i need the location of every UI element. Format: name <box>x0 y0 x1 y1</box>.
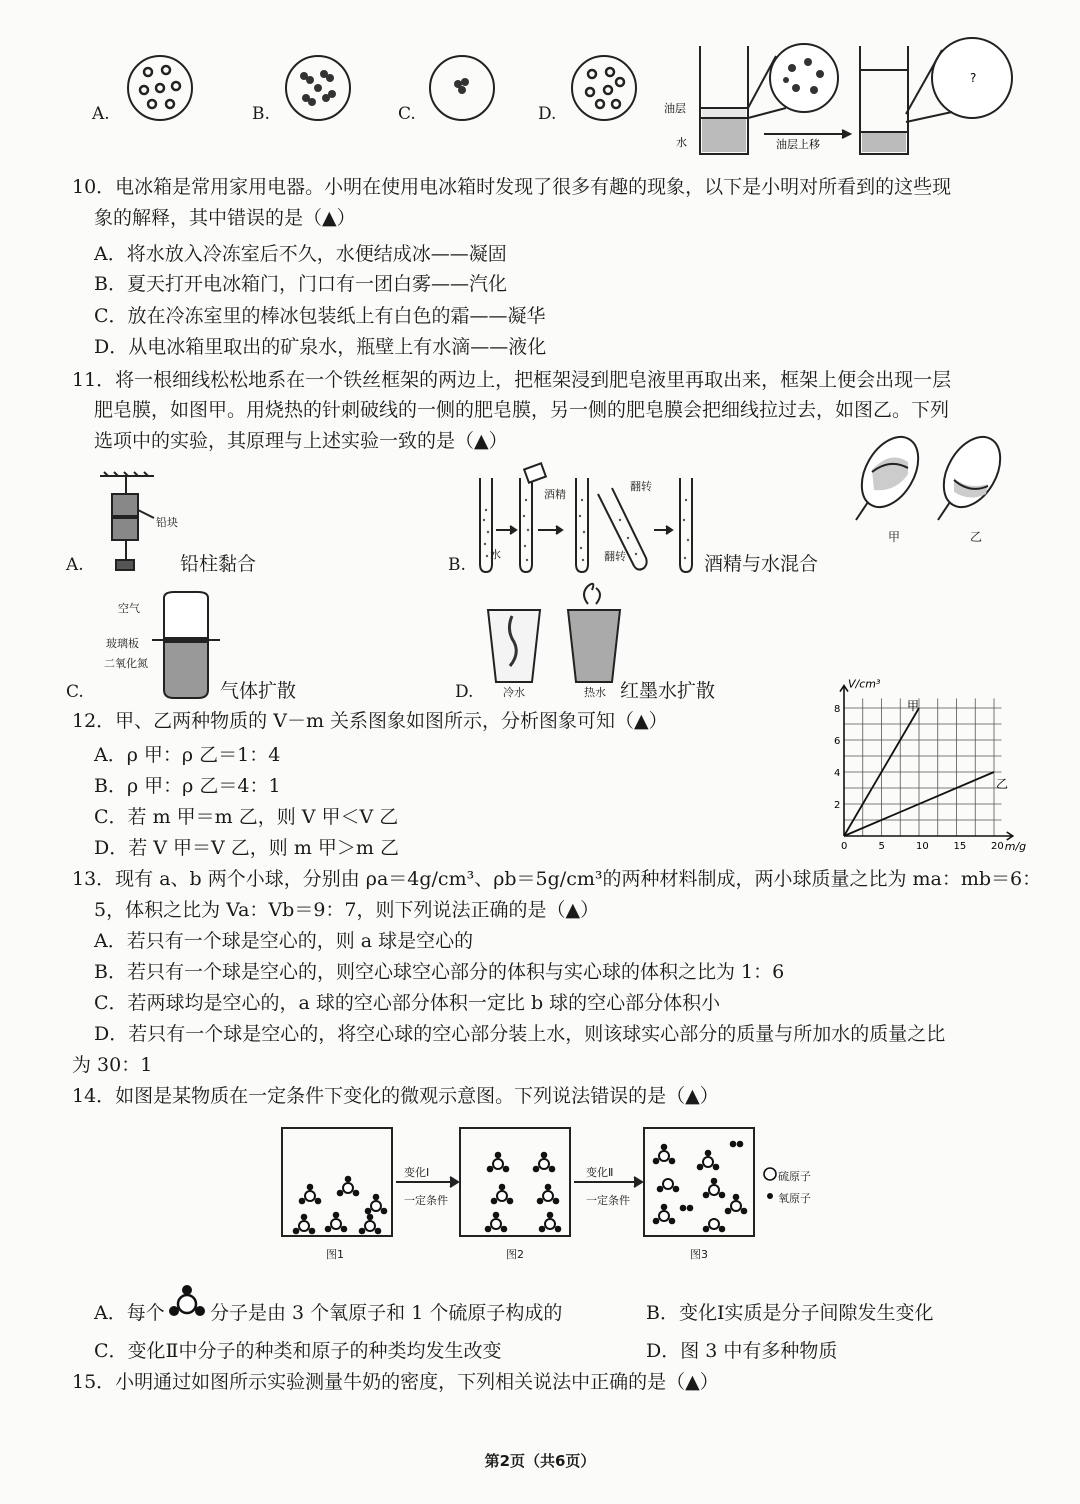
q12-option-d: D．若 V 甲＝V 乙，则 m 甲＞m 乙 <box>94 837 399 859</box>
q10-option-c: C．放在冷冻室里的棒冰包装纸上有白色的霜——凝华 <box>94 305 546 327</box>
q14-stem: 14．如图是某物质在一定条件下变化的微观示意图。下列说法错误的是（▲） <box>72 1085 719 1107</box>
q11-optC-figure <box>150 590 230 702</box>
q15-stem: 15．小明通过如图所示实验测量牛奶的密度，下列相关说法中正确的是（▲） <box>72 1371 719 1393</box>
q11-optB-label-alcohol: 酒精 <box>544 488 566 501</box>
chart-series-label-1: 甲 <box>907 699 920 713</box>
q14-change2-bottom: 一定条件 <box>586 1194 630 1207</box>
q11-optB-caption: 酒精与水混合 <box>704 553 819 575</box>
q11-optC-label-glass: 玻璃板 <box>106 637 139 650</box>
q9-beaker-figure <box>660 42 1020 162</box>
q10-stem-line1: 10．电冰箱是常用家用电器。小明在使用电冰箱时发现了很多有趣的现象，以下是小明对所看到的这些现 <box>72 176 952 198</box>
q14-fig3-label: 图3 <box>690 1248 708 1261</box>
q14-option-a-pre: A．每个 <box>94 1302 165 1324</box>
q11-optC-caption: 气体扩散 <box>220 680 297 702</box>
chart-xlabel: m/g <box>1004 840 1027 853</box>
chart-series-label-2: 乙 <box>996 777 1009 791</box>
q14-fig2-molecules <box>485 1152 562 1233</box>
q11-optC-label-no2: 二氧化氮 <box>104 657 148 670</box>
q11-soap-film-figure <box>850 428 1020 528</box>
q14-fig2-label: 图2 <box>506 1248 524 1261</box>
q9-label-oil: 油层 <box>664 102 686 115</box>
q11-optB-label-flip1: 翻转 <box>630 480 652 493</box>
q9-option-b-letter: B. <box>252 104 270 124</box>
q9-option-c-figure <box>428 54 496 122</box>
q13-stem-line2: 5，体积之比为 Va：Vb＝9：7，则下列说法正确的是（▲） <box>94 899 600 921</box>
chart-x-tick: 10 <box>916 841 929 852</box>
q12-option-b: B．ρ 甲：ρ 乙＝4：1 <box>94 775 281 797</box>
chart-ylabel: V/cm³ <box>848 677 881 691</box>
q11-optD-figure <box>484 580 624 690</box>
q12-option-c: C．若 m 甲＝m 乙，则 V 甲＜V 乙 <box>94 806 399 828</box>
q11-optD-label-cold: 冷水 <box>503 686 525 699</box>
q13-option-c: C．若两球均是空心的，a 球的空心部分体积一定比 b 球的空心部分体积小 <box>94 992 721 1014</box>
q11-optA-caption: 铅柱黏合 <box>180 553 257 575</box>
q14-legend-sulfur: 硫原子 <box>778 1170 811 1183</box>
q9-option-a-letter: A. <box>92 104 110 124</box>
q9-option-d-figure <box>570 54 638 122</box>
q14-option-d: D．图 3 中有多种物质 <box>646 1340 838 1362</box>
q14-fig1-molecules <box>293 1176 388 1235</box>
q14-fig3-molecules <box>653 1141 748 1233</box>
q9-label-water: 水 <box>676 136 687 149</box>
q10-option-d: D．从电冰箱里取出的矿泉水，瓶壁上有水滴——液化 <box>94 336 547 358</box>
q9-arrow-text: 油层上移 <box>776 138 820 151</box>
q13-option-b: B．若只有一个球是空心的，则空心球空心部分的体积与实心球的体积之比为 1：6 <box>94 961 785 983</box>
q14-legend-oxygen: 氧原子 <box>778 1192 811 1205</box>
q12-option-a: A．ρ 甲：ρ 乙＝1：4 <box>94 744 281 766</box>
chart-x-tick: 15 <box>953 841 967 852</box>
q11-stem-line2: 肥皂膜，如图甲。用烧热的针刺破线的一侧的肥皂膜，另一侧的肥皂膜会把细线拉过去，如图乙。下列 <box>94 399 950 421</box>
q14-change1-bottom: 一定条件 <box>404 1194 448 1207</box>
q14-option-a-molecule-icon <box>165 1284 211 1324</box>
q14-option-a-post: 分子是由 3 个氧原子和 1 个硫原子构成的 <box>210 1302 563 1324</box>
q11-optD-label-hot: 热水 <box>584 686 606 699</box>
q11-label-yi: 乙 <box>970 530 983 544</box>
q11-optD-caption: 红墨水扩散 <box>620 680 716 702</box>
q10-stem-line2: 象的解释，其中错误的是（▲） <box>94 207 356 229</box>
q11-optD-letter: D. <box>455 682 474 702</box>
q14-option-b: B．变化Ⅰ实质是分子间隙发生变化 <box>646 1302 934 1324</box>
q11-optB-label-flip2: 翻转 <box>604 550 626 563</box>
chart-y-tick: 4 <box>834 768 841 779</box>
chart-x-tick: 20 <box>991 841 1004 852</box>
q12-vm-chart <box>820 676 1027 856</box>
q9-option-d-letter: D. <box>538 104 557 124</box>
q11-optB-letter: B. <box>448 555 466 575</box>
q13-stem-line1: 13．现有 a、b 两个小球，分别由 ρa＝4g/cm³、ρb＝5g/cm³的两种材料制成，两小球质量之比为 ma：mb＝6： <box>72 868 1042 890</box>
chart-y-tick: 2 <box>834 800 841 811</box>
chart-x-tick: 5 <box>878 841 885 852</box>
q11-optB-label-water: 水 <box>490 548 501 561</box>
q12-stem: 12．甲、乙两种物质的 V－m 关系图象如图所示，分析图象可知（▲） <box>72 710 668 732</box>
chart-y-tick: 8 <box>834 704 841 715</box>
q14-option-c: C．变化Ⅱ中分子的种类和原子的种类均发生改变 <box>94 1340 502 1362</box>
q11-optC-letter: C. <box>66 682 84 702</box>
chart-x-tick: 0 <box>841 841 848 852</box>
q13-option-d: D．若只有一个球是空心的，将空心球的空心部分装上水，则该球实心部分的质量与所加水的质量之比 <box>94 1023 946 1045</box>
q14-legend-oxygen-icon <box>767 1193 773 1199</box>
q14-micro-figure <box>280 1126 840 1266</box>
q13-option-a: A．若只有一个球是空心的，则 a 球是空心的 <box>94 930 474 952</box>
q9-option-a-figure <box>126 54 194 122</box>
chart-y-tick: 6 <box>834 736 841 747</box>
q11-optB-figure <box>470 460 710 580</box>
q14-legend-sulfur-icon <box>764 1168 776 1180</box>
q9-option-c-letter: C. <box>398 104 416 124</box>
q14-change2-top: 变化Ⅱ <box>586 1166 614 1179</box>
q14-fig1-label: 图1 <box>326 1248 344 1261</box>
q11-optA-label: 铅块 <box>156 516 178 529</box>
q10-option-b: B．夏天打开电冰箱门，门口有一团白雾——汽化 <box>94 273 507 295</box>
page-footer: 第2页（共6页） <box>484 1452 596 1470</box>
q10-option-a: A．将水放入冷冻室后不久，水便结成冰——凝固 <box>94 243 507 265</box>
q9-question-mark: ? <box>970 71 977 85</box>
q11-stem-line3: 选项中的实验，其原理与上述实验一致的是（▲） <box>94 430 508 452</box>
q11-stem-line1: 11．将一根细线松松地系在一个铁丝框架的两边上，把框架浸到肥皂液里再取出来，框架上便会出现一层 <box>72 369 952 391</box>
q9-option-b-figure <box>284 54 352 122</box>
q11-label-jia: 甲 <box>888 530 901 544</box>
q14-change1-top: 变化Ⅰ <box>404 1166 430 1179</box>
q13-option-d-cont: 为 30：1 <box>72 1054 153 1076</box>
q11-optA-letter: A. <box>66 555 84 575</box>
q11-optC-label-air: 空气 <box>118 602 140 615</box>
